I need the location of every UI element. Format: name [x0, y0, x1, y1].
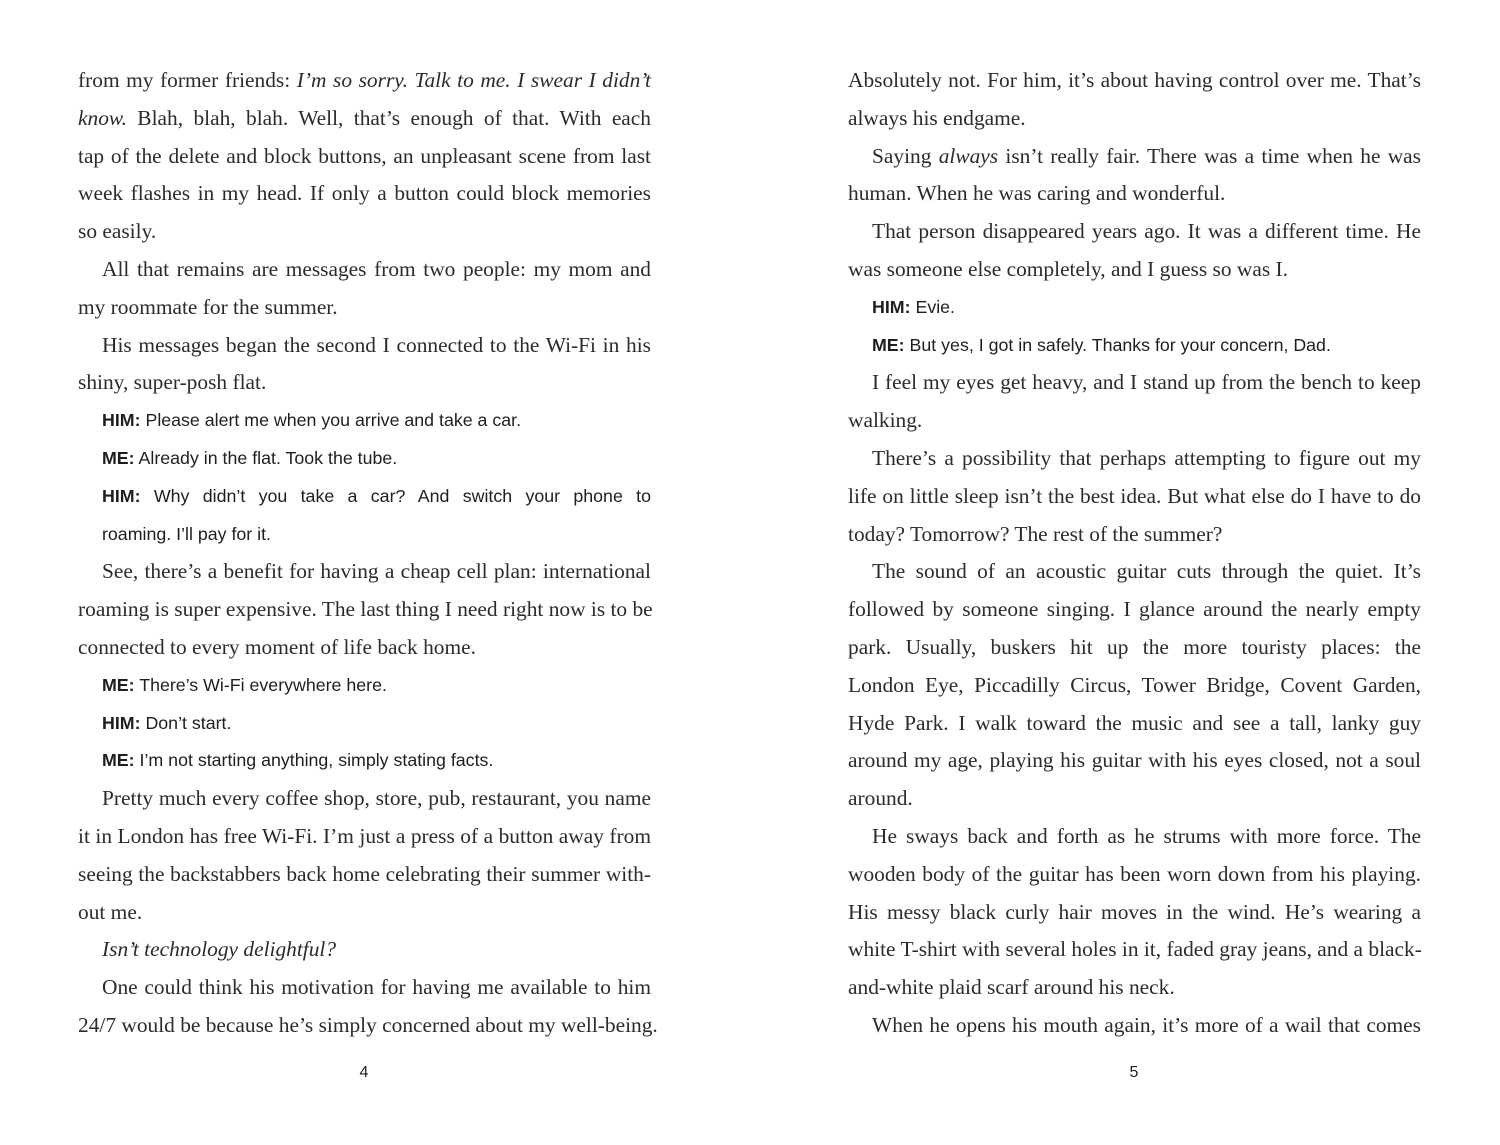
text-line: [848, 969, 1421, 1007]
text-message-line: [78, 440, 651, 478]
text-line: [848, 931, 1421, 969]
text-segment: Please alert me when you arrive and take a car.: [140, 410, 522, 431]
text-segment: Don’t start.: [140, 712, 232, 733]
text-segment: white T-shirt with several holes in it, faded gray jeans, and a black-: [848, 937, 1422, 962]
text-line: [848, 856, 1421, 894]
text-message-line: [848, 327, 1421, 365]
text-segment: always his endgame.: [848, 105, 1026, 130]
text-segment: Blah, blah, blah. Well, that’s enough of that. With each: [126, 105, 651, 130]
text-message-line: [848, 289, 1421, 327]
text-segment: He sways back and forth as he strums with more force. The: [872, 823, 1421, 848]
text-segment: London Eye, Piccadilly Circus, Tower Bridge, Covent Garden,: [848, 672, 1421, 697]
text-line: [848, 705, 1421, 743]
text-line: [848, 667, 1421, 705]
text-line: [78, 138, 651, 176]
text-line: [78, 327, 651, 365]
text-segment: I feel my eyes get heavy, and I stand up from the bench to keep: [872, 370, 1421, 395]
text-message-line: [78, 705, 651, 743]
speaker-label: ME:: [102, 447, 135, 468]
text-line: [78, 251, 651, 289]
italic-text: know.: [78, 105, 127, 130]
text-line: [848, 1007, 1421, 1045]
text-message-line: [78, 742, 651, 780]
speaker-label: ME:: [102, 674, 135, 695]
text-segment: wooden body of the guitar has been worn down from his playing.: [848, 861, 1421, 886]
text-line: [848, 175, 1421, 213]
text-segment: The sound of an acoustic guitar cuts through the quiet. It’s: [872, 559, 1421, 584]
text-line: [78, 780, 651, 818]
text-segment: today? Tomorrow? The rest of the summer?: [848, 521, 1223, 546]
text-message-line: [78, 516, 651, 554]
text-line: [848, 591, 1421, 629]
text-line: [78, 818, 651, 856]
text-segment: around.: [848, 786, 913, 811]
text-segment: His messy black curly hair moves in the wind. He’s wearing a: [848, 899, 1421, 924]
text-line: [78, 969, 651, 1007]
text-segment: One could think his motivation for having me available to him: [102, 975, 651, 1000]
text-line: [78, 591, 651, 629]
text-segment: 24/7 would be because he’s simply concerned about my well-being.: [78, 1012, 658, 1037]
text-segment: When he opens his mouth again, it’s more of a wail that comes: [872, 1012, 1421, 1037]
text-segment: I’m not starting anything, simply stating facts.: [134, 750, 494, 771]
text-segment: That person disappeared years ago. It was a different time. He: [872, 219, 1421, 244]
text-line: [78, 1007, 658, 1045]
speaker-label: HIM:: [102, 410, 141, 431]
speaker-label: ME:: [102, 750, 135, 771]
speaker-label: HIM:: [102, 712, 141, 733]
text-line: [848, 62, 1421, 100]
text-segment: Already in the flat. Took the tube.: [134, 447, 398, 468]
text-segment: roaming is super expensive. The last thing I need right now is to be: [78, 597, 653, 622]
text-line: [848, 553, 1421, 591]
text-line: [848, 780, 1421, 818]
text-line: [78, 894, 651, 932]
text-segment: His messages began the second I connected to the Wi-Fi in his: [102, 332, 651, 357]
page-number-right: 5: [1129, 1064, 1139, 1081]
text-segment: Why didn’t you take a car? And switch your phone to: [140, 485, 651, 506]
text-message-line: [78, 478, 651, 516]
text-segment: shiny, super-posh flat.: [78, 370, 267, 395]
speaker-label: HIM:: [872, 296, 911, 317]
text-line: [848, 100, 1421, 138]
text-segment: There’s a possibility that perhaps attempting to figure out my: [872, 445, 1421, 470]
text-segment: tap of the delete and block buttons, an unpleasant scene from last: [78, 143, 651, 168]
italic-text: I’m so sorry. Talk to me. I swear I didn’t: [296, 68, 652, 92]
speaker-label: ME:: [872, 334, 905, 355]
text-line: [848, 364, 1421, 402]
page-number-left: 4: [359, 1064, 369, 1081]
text-segment: isn’t really fair. There was a time when he was: [998, 143, 1421, 168]
text-line: [848, 629, 1421, 667]
text-segment: week flashes in my head. If only a button could block memories: [78, 181, 651, 206]
text-segment: park. Usually, buskers hit up the more touristy places: the: [848, 634, 1421, 659]
text-segment: But yes, I got in safely. Thanks for your concern, Dad.: [904, 334, 1331, 355]
text-line: [78, 175, 651, 213]
text-segment: so easily.: [78, 219, 157, 244]
text-segment: my roommate for the summer.: [78, 294, 338, 319]
text-segment: Absolutely not. For him, it’s about having control over me. That’s: [848, 68, 1421, 92]
right-page-body: [848, 62, 1421, 1045]
text-line: [78, 100, 651, 138]
text-segment: from my former friends:: [78, 68, 297, 92]
text-segment: was someone else completely, and I guess so was I.: [848, 256, 1288, 281]
text-segment: Hyde Park. I walk toward the music and see a tall, lanky guy: [848, 710, 1421, 735]
text-segment: around my age, playing his guitar with his eyes closed, not a soul: [848, 748, 1421, 773]
text-line: [848, 818, 1421, 856]
text-line: [848, 402, 1421, 440]
text-line: [78, 856, 651, 894]
text-segment: See, there’s a benefit for having a cheap cell plan: international: [102, 559, 651, 584]
text-segment: out me.: [78, 899, 143, 924]
text-message-line: [78, 667, 651, 705]
text-line: [848, 138, 1421, 176]
text-line: [78, 364, 651, 402]
text-segment: Evie.: [910, 296, 955, 317]
text-segment: All that remains are messages from two people: my mom and: [102, 256, 651, 281]
text-message-line: [78, 402, 651, 440]
italic-text: always: [938, 143, 999, 168]
text-line: [848, 894, 1421, 932]
text-line: [848, 251, 1421, 289]
text-line: [78, 931, 651, 969]
text-line: [848, 213, 1421, 251]
text-segment: walking.: [848, 408, 923, 433]
text-segment: it in London has free Wi-Fi. I’m just a press of a button away from: [78, 823, 651, 848]
text-line: [78, 629, 651, 667]
text-segment: Pretty much every coffee shop, store, pub, restaurant, you name: [102, 786, 651, 811]
text-line: [78, 62, 651, 100]
text-segment: roaming. I’ll pay for it.: [102, 523, 271, 544]
text-segment: seeing the backstabbers back home celebrating their summer with-: [78, 861, 651, 886]
italic-text: Isn’t technology delightful?: [102, 937, 337, 962]
text-segment: life on little sleep isn’t the best idea. But what else do I have to do: [848, 483, 1421, 508]
text-line: [848, 516, 1421, 554]
text-segment: followed by someone singing. I glance around the nearly empty: [848, 597, 1421, 622]
text-line: [848, 478, 1421, 516]
text-line: [78, 553, 651, 591]
speaker-label: HIM:: [102, 485, 141, 506]
text-line: [78, 289, 651, 327]
text-segment: connected to every moment of life back home.: [78, 634, 476, 659]
text-line: [78, 213, 651, 251]
text-segment: Saying: [872, 143, 939, 168]
text-segment: and-white plaid scarf around his neck.: [848, 975, 1175, 1000]
text-segment: There’s Wi-Fi everywhere here.: [134, 674, 387, 695]
text-segment: human. When he was caring and wonderful.: [848, 181, 1226, 206]
left-page-body: [78, 62, 658, 1045]
text-line: [848, 742, 1421, 780]
text-line: [848, 440, 1421, 478]
